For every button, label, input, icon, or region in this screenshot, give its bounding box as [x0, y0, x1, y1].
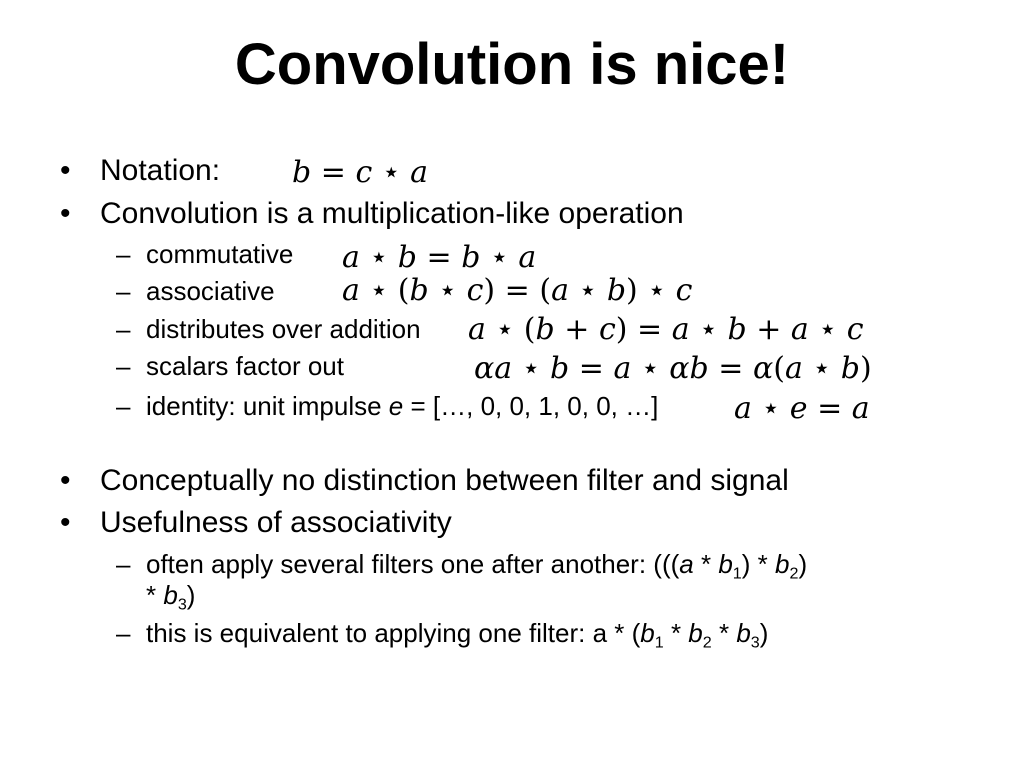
- usefulness-equivalent-text: [146, 617, 769, 652]
- equiv-sub1: 1: [654, 633, 664, 652]
- formula-identity: a ⋆ e = a: [730, 392, 870, 426]
- slide-title: Convolution is nice!: [234, 32, 790, 97]
- equiv-text: this is equivalent to applying one filter: a * (: [146, 618, 641, 648]
- equiv-b2: b: [688, 618, 703, 648]
- formula-commutative: a ⋆ b = b ⋆ a: [342, 240, 537, 275]
- property-commutative-text: commutative: [146, 239, 294, 269]
- formula-distributes: a ⋆ (b + c) = a ⋆ b + a ⋆ c: [468, 312, 864, 347]
- often-a: a: [679, 549, 694, 579]
- dash-marker: –: [116, 549, 131, 579]
- often-sub2: 2: [789, 564, 799, 583]
- usefulness-often-text: [146, 548, 808, 583]
- dash-marker: –: [116, 314, 131, 344]
- bullet-usefulness-text: Usefulness of associativity: [100, 506, 452, 539]
- often-line2-star: *: [146, 580, 164, 610]
- identity-rest: = […, 0, 0, 1, 0, 0, …]: [403, 391, 659, 421]
- formula-associative: a ⋆ (b ⋆ c) = (a ⋆ b) ⋆ c: [342, 273, 693, 308]
- bullet-dot: •: [60, 197, 71, 230]
- identity-e: e: [388, 391, 404, 421]
- bullet-dot: •: [60, 464, 71, 497]
- often-sub3: 3: [177, 595, 187, 614]
- often-text: often apply several filters one after another: (((: [146, 549, 680, 579]
- property-distributes-text: distributes over addition: [146, 314, 421, 344]
- property-identity-text: [146, 390, 658, 422]
- bullet-convolution-text: Convolution is a multiplication-like operation: [100, 197, 684, 230]
- identity-prefix: identity: unit impulse: [146, 391, 389, 421]
- bullet-dot: •: [60, 506, 71, 539]
- formula-scalars: αa ⋆ b = a ⋆ αb = α(a ⋆ b): [474, 351, 872, 386]
- equiv-sub2: 2: [702, 633, 712, 652]
- property-scalars-text: scalars factor out: [146, 351, 344, 381]
- equiv-sub3: 3: [750, 633, 760, 652]
- often-b1: b: [718, 549, 733, 579]
- often-b3: b: [163, 580, 178, 610]
- equiv-star2: *: [711, 618, 737, 648]
- bullet-conceptually-text: Conceptually no distinction between filter and signal: [100, 464, 789, 497]
- formula-notation: b = c ⋆ a: [292, 155, 429, 190]
- dash-marker: –: [116, 239, 131, 269]
- often-close1: ) *: [741, 549, 775, 579]
- often-close2: ): [798, 549, 808, 579]
- equiv-b3: b: [736, 618, 751, 648]
- often-star: *: [693, 549, 719, 579]
- often-b2: b: [775, 549, 790, 579]
- dash-marker: –: [116, 351, 131, 381]
- dash-marker: –: [116, 276, 131, 306]
- bullet-dot: •: [60, 154, 71, 187]
- dash-marker: –: [116, 391, 131, 421]
- often-close3: ): [186, 580, 196, 610]
- dash-marker: –: [116, 618, 131, 648]
- bullet-notation-text: Notation:: [100, 154, 221, 187]
- property-associative-text: associative: [146, 276, 275, 306]
- usefulness-often-text-line2: [146, 579, 196, 614]
- equiv-star1: *: [663, 618, 689, 648]
- equiv-b1: b: [640, 618, 655, 648]
- often-sub1: 1: [732, 564, 742, 583]
- equiv-close: ): [759, 618, 769, 648]
